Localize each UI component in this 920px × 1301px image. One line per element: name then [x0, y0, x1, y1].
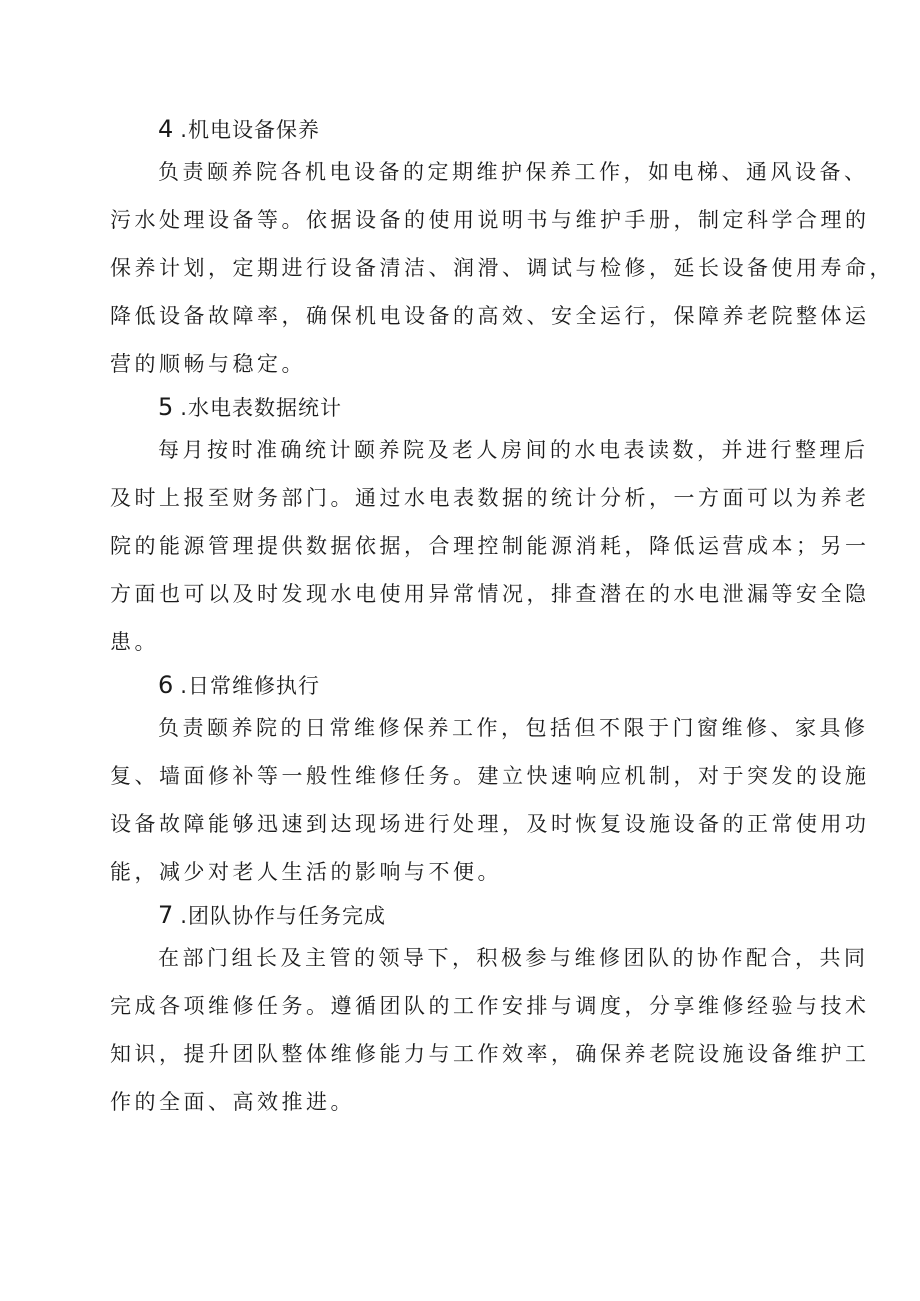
paragraph-line: 院的能源管理提供数据依据，合理控制能源消耗，降低运营成本；另一 — [110, 534, 870, 558]
section-paragraph — [110, 148, 894, 388]
paragraph-line: 降低设备故障率，确保机电设备的高效、安全运行，保障养老院整体运 — [110, 304, 870, 328]
section-title: .水电表数据统计 — [180, 396, 342, 420]
section-heading — [110, 896, 830, 934]
section-number: 6 — [158, 671, 175, 699]
section-daily-repair — [110, 666, 870, 896]
paragraph-line: 作的全面、高效推进。 — [110, 1090, 355, 1114]
paragraph-line: 方面也可以及时发现水电使用异常情况，排查潜在的水电泄漏等安全隐 — [110, 582, 870, 606]
paragraph-line: 设备故障能够迅速到达现场进行处理，及时恢复设施设备的正常使用功 — [110, 812, 870, 836]
paragraph-line: 污水处理设备等。依据设备的使用说明书与维护手册，制定科学合理的 — [110, 208, 870, 232]
section-title: .机电设备保养 — [180, 118, 320, 142]
paragraph-line: 营的顺畅与稳定。 — [110, 352, 306, 376]
paragraph-line: 每月按时准确统计颐养院及老人房间的水电表读数，并进行整理后 — [158, 438, 869, 462]
section-heading — [110, 110, 830, 148]
section-heading — [110, 666, 830, 704]
paragraph-line: 复、墙面修补等一般性维修任务。建立快速响应机制，对于突发的设施 — [110, 764, 870, 788]
section-paragraph — [110, 704, 870, 896]
section-heading — [110, 388, 830, 426]
paragraph-line: 能，减少对老人生活的影响与不便。 — [110, 860, 502, 884]
paragraph-line: 负责颐养院各机电设备的定期维护保养工作，如电梯、通风设备、 — [158, 160, 869, 184]
section-title: .团队协作与任务完成 — [180, 904, 386, 928]
document-body — [110, 110, 894, 1126]
paragraph-line: 在部门组长及主管的领导下，积极参与维修团队的协作配合，共同 — [158, 946, 869, 970]
section-title: .日常维修执行 — [180, 674, 320, 698]
paragraph-line: 保养计划，定期进行设备清洁、润滑、调试与检修，延长设备使用寿命， — [110, 256, 894, 280]
section-number: 7 — [158, 901, 175, 929]
section-number: 4 — [158, 115, 175, 143]
paragraph-line: 完成各项维修任务。遵循团队的工作安排与调度，分享维修经验与技术 — [110, 994, 870, 1018]
section-paragraph — [110, 426, 870, 666]
paragraph-line: 患。 — [110, 630, 159, 654]
paragraph-line: 知识，提升团队整体维修能力与工作效率，确保养老院设施设备维护工 — [110, 1042, 870, 1066]
section-meter-statistics — [110, 388, 870, 666]
section-paragraph — [110, 934, 870, 1126]
paragraph-line: 负责颐养院的日常维修保养工作，包括但不限于门窗维修、家具修 — [158, 716, 869, 740]
section-mechanical-maintenance — [110, 110, 894, 388]
section-number: 5 — [158, 393, 175, 421]
section-teamwork — [110, 896, 870, 1126]
paragraph-line: 及时上报至财务部门。通过水电表数据的统计分析，一方面可以为养老 — [110, 486, 870, 510]
